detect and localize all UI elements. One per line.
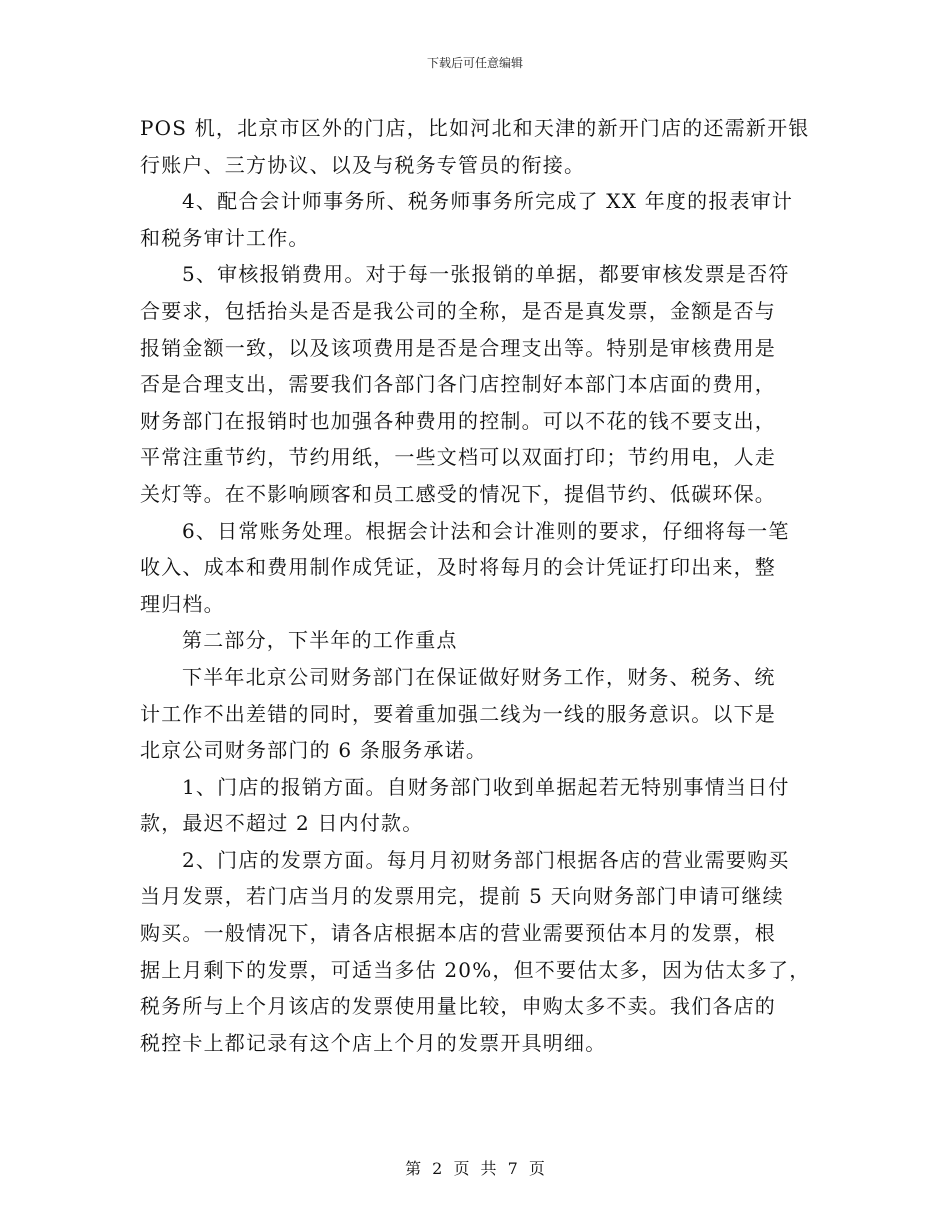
text-line: 收入、成本和费用制作成凭证，及时将每月的会计凭证打印出来，整	[140, 555, 776, 580]
text-line: 财务部门在报销时也加强各种费用的控制。可以不花的钱不要支出，	[140, 408, 776, 433]
page-header: 下载后可任意编辑	[426, 56, 523, 70]
document-body	[140, 110, 830, 1061]
text-line: 6、日常账务处理。根据会计法和会计准则的要求，仔细将每一笔	[182, 518, 790, 543]
text-line: 税控卡上都记录有这个店上个月的发票开具明细。	[140, 1030, 607, 1055]
text-line: 报销金额一致，以及该项费用是否是合理支出等。特别是审核费用是	[140, 335, 776, 360]
text-line: 5、审核报销费用。对于每一张报销的单据，都要审核发票是否符	[182, 262, 790, 287]
text-line: 平常注重节约，节约用纸，一些文档可以双面打印；节约用电，人走	[140, 445, 776, 470]
text-line: 关灯等。在不影响顾客和员工感受的情况下，提倡节约、低碳环保。	[140, 481, 776, 506]
text-line: POS 机，北京市区外的门店，比如河北和天津的新开门店的还需新开银	[140, 116, 810, 140]
text-line: 合要求，包括抬头是否是我公司的全称，是否是真发票，金额是否与	[140, 298, 776, 323]
text-line: 款，最迟不超过 2 日内付款。	[140, 811, 424, 836]
text-line: 和税务审计工作。	[140, 225, 310, 250]
text-line: 4、配合会计师事务所、税务师事务所完成了 XX 年度的报表审计	[182, 189, 794, 214]
text-line: 下半年北京公司财务部门在保证做好财务工作，财务、税务、统	[182, 664, 776, 689]
text-line: 据上月剩下的发票，可适当多估 20%，但不要估太多，因为估太多了，	[140, 957, 811, 982]
text-line: 否是合理支出，需要我们各部门各门店控制好本部门本店面的费用，	[140, 372, 776, 397]
text-line: 北京公司财务部门的 6 条服务承诺。	[140, 738, 488, 763]
text-line: 购买。一般情况下，请各店根据本店的营业需要预估本月的发票，根	[140, 921, 776, 946]
text-line: 1、门店的报销方面。自财务部门收到单据起若无特别事情当日付	[182, 774, 790, 799]
page-number: 第 2 页 共 7 页	[405, 1159, 545, 1178]
text-line: 税务所与上个月该店的发票使用量比较，申购太多不卖。我们各店的	[140, 994, 776, 1019]
text-line: 第二部分，下半年的工作重点	[182, 628, 458, 653]
text-line: 理归档。	[140, 591, 225, 616]
text-line: 行账户、三方协议、以及与税务专管员的衔接。	[140, 152, 586, 177]
text-line: 当月发票，若门店当月的发票用完，提前 5 天向财务部门申请可继续	[140, 884, 784, 909]
text-line: 2、门店的发票方面。每月月初财务部门根据各店的营业需要购买	[182, 847, 790, 872]
text-line: 计工作不出差错的同时，要着重加强二线为一线的服务意识。以下是	[140, 701, 776, 726]
